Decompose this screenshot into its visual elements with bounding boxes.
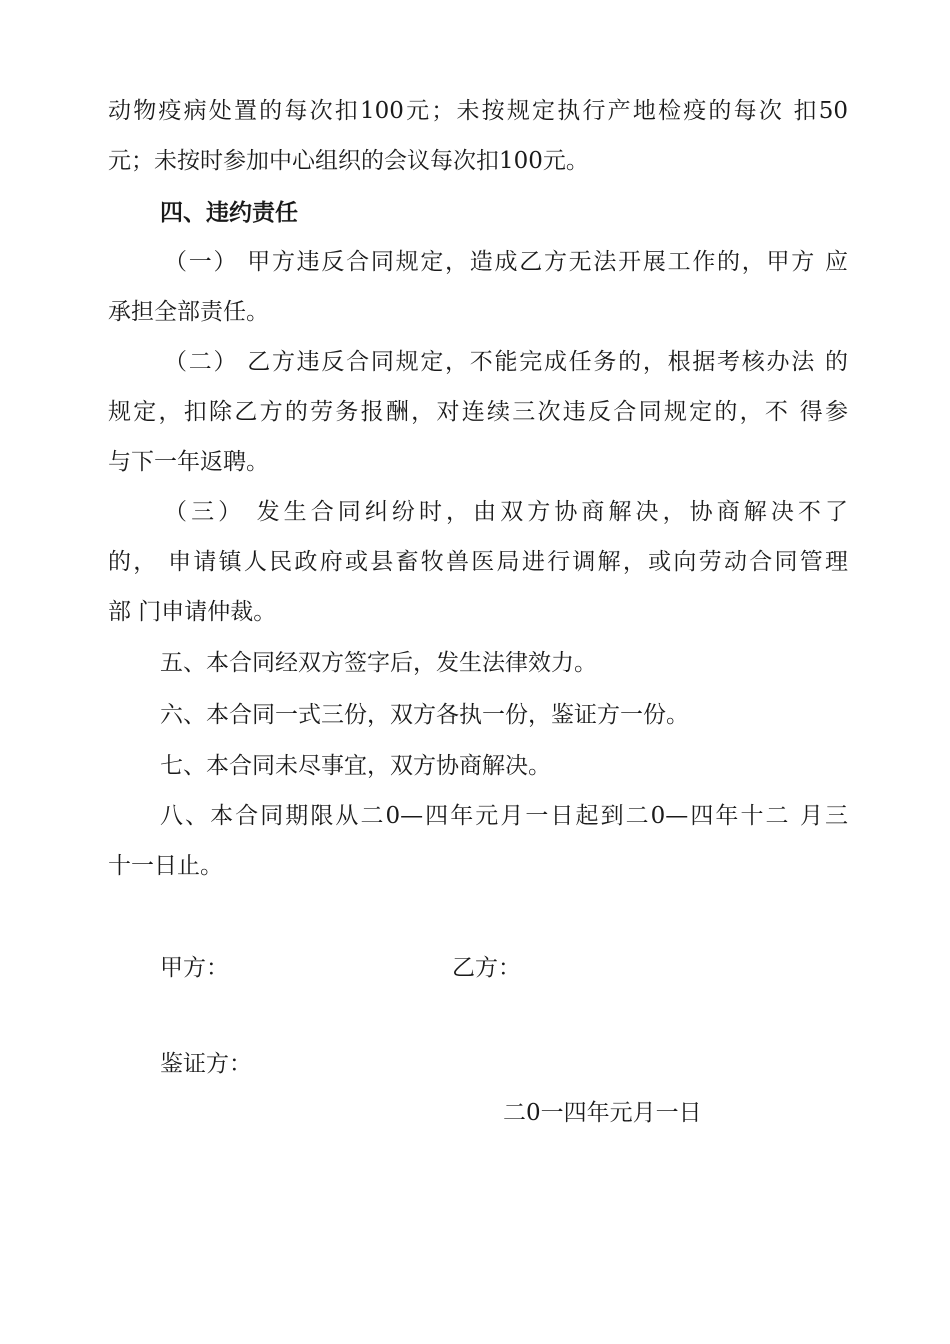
paragraph-line: （二） 乙方违反合同规定，不能完成任务的，根据考核办法 的 [164, 349, 848, 375]
paragraph-line: 承担全部责任。 [108, 299, 269, 325]
section-heading: 四、违约责任 [160, 199, 298, 226]
paragraph-line: 与下一年返聘。 [108, 449, 269, 475]
clause-six: 六、本合同一式三份，双方各执一份，鉴证方一份。 [160, 702, 689, 728]
paragraph-line: 十一日止。 [108, 853, 223, 879]
party-a-label: 甲方： [160, 955, 229, 981]
paragraph-line: 部 门申请仲裁。 [108, 599, 277, 625]
clause-eight: 八、本合同期限从二0—四年元月一日起到二0—四年十二 月三 [160, 803, 848, 829]
clause-seven: 七、本合同未尽事宜，双方协商解决。 [160, 753, 551, 779]
party-b-label: 乙方： [452, 955, 521, 981]
paragraph-line: （三） 发生合同纠纷时，由双方协商解决，协商解决不了 [164, 499, 848, 525]
witness-label: 鉴证方： [160, 1051, 252, 1077]
clause-five: 五、本合同经双方签字后，发生法律效力。 [160, 650, 597, 676]
signing-date: 二0一四年元月一日 [503, 1100, 702, 1126]
paragraph-line: 规定，扣除乙方的劳务报酬，对连续三次违反合同规定的，不 得参 [108, 399, 848, 425]
paragraph-line: 动物疫病处置的每次扣100元；未按规定执行产地检疫的每次 扣50 [108, 98, 848, 124]
paragraph-line: 元；未按时参加中心组织的会议每次扣100元。 [108, 148, 589, 174]
paragraph-line: （一） 甲方违反合同规定，造成乙方无法开展工作的，甲方 应 [164, 249, 848, 275]
paragraph-line: 的， 申请镇人民政府或县畜牧兽医局进行调解，或向劳动合同管理 [108, 549, 848, 575]
